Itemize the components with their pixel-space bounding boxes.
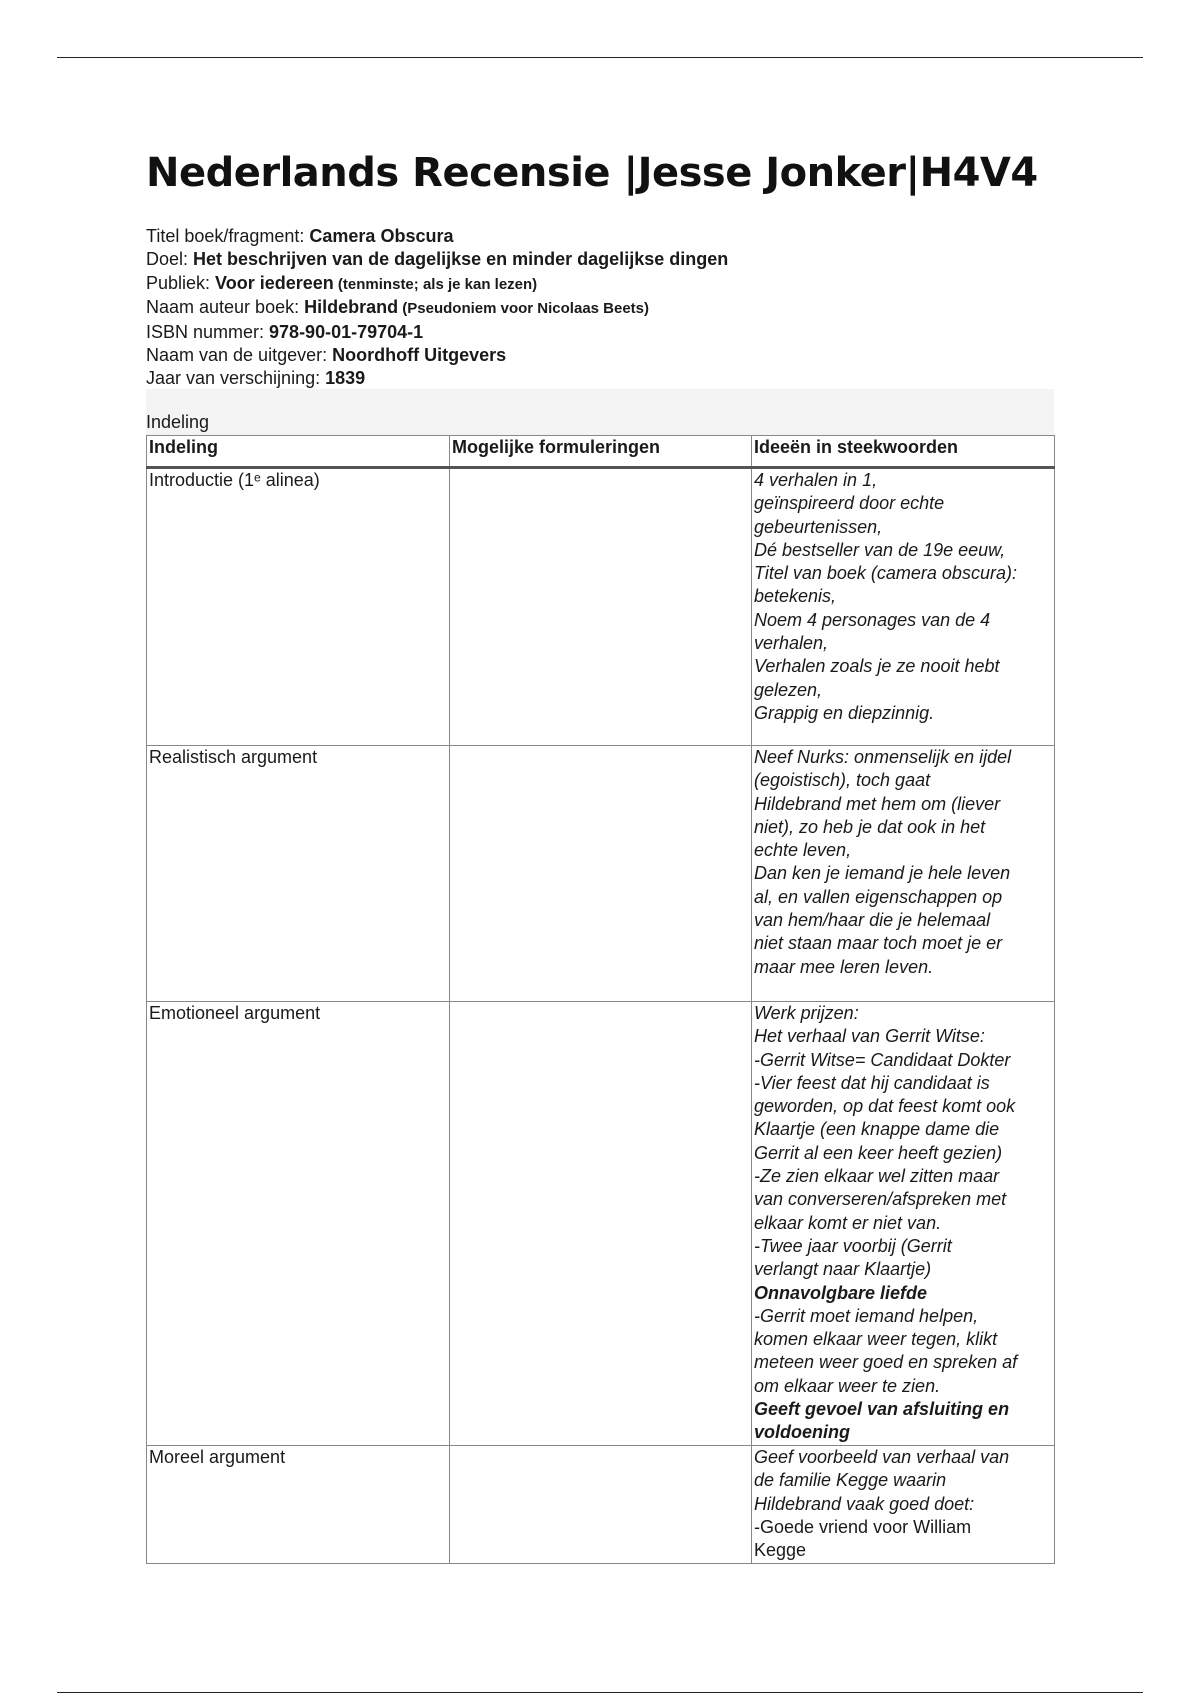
idea-line: meteen weer goed en spreken af (754, 1352, 1018, 1373)
cell-indeling: Realistisch argument (147, 746, 450, 1002)
idea-line-bold: Onnavolgbare liefde (754, 1282, 928, 1303)
idea-line: Hildebrand met hem om (liever (754, 793, 1001, 814)
header-indeling: Indeling (147, 436, 450, 468)
idea-line: geïnspireerd door echte (754, 493, 945, 514)
idea-line: gelezen, (754, 679, 823, 700)
idea-line: van converseren/afspreken met (754, 1189, 1007, 1210)
table-row (147, 1446, 1055, 1564)
indeling-table (146, 435, 1055, 1564)
meta-publiek: Publiek: Voor iedereen (tenminste; als je kan lezen) (146, 272, 538, 293)
idea-line: -Gerrit moet iemand helpen, (754, 1305, 979, 1326)
cell-formuleringen (450, 468, 752, 746)
meta-auteur: Naam auteur boek: Hildebrand (Pseudoniem voor Nicolaas Beets) (146, 297, 650, 318)
idea-line: om elkaar weer te zien. (754, 1375, 941, 1396)
cell-ideas (752, 468, 1055, 746)
idea-line: Gerrit al een keer heeft gezien) (754, 1142, 1003, 1163)
idea-line: -Gerrit Witse= Candidaat Dokter (754, 1049, 1011, 1070)
idea-line: Grappig en diepzinnig. (754, 702, 935, 723)
idea-line: Klaartje (een knappe dame die (754, 1119, 1000, 1140)
idea-line: niet staan maar toch moet je er (754, 933, 1003, 954)
header-formuleringen: Mogelijke formuleringen (450, 436, 752, 468)
cell-ideas (752, 746, 1055, 1002)
table-caption: Indeling (146, 412, 210, 432)
idea-line: -Twee jaar voorbij (Gerrit (754, 1235, 952, 1256)
meta-jaar: Jaar van verschijning: 1839 (146, 368, 366, 389)
idea-line: verhalen, (754, 633, 829, 654)
idea-line: betekenis, (754, 586, 837, 607)
cell-formuleringen (450, 1002, 752, 1446)
caption-shading (146, 389, 1054, 435)
idea-line: (egoistisch), toch gaat (754, 770, 931, 791)
table-row (147, 1002, 1055, 1446)
idea-line-bold: Geeft gevoel van afsluiting en (754, 1399, 1010, 1420)
idea-line: Dé bestseller van de 19e eeuw, (754, 539, 1006, 560)
meta-uitgever: Naam van de uitgever: Noordhoff Uitgevers (146, 345, 507, 366)
idea-line: Neef Nurks: onmenselijk en ijdel (754, 747, 1012, 767)
idea-line: Geef voorbeeld van verhaal van (754, 1447, 1010, 1467)
table-header-row (147, 436, 1055, 468)
idea-line: -Vier feest dat hij candidaat is (754, 1072, 990, 1093)
meta-doel: Doel: Het beschrijven van de dagelijkse en minder dagelijkse dingen (146, 249, 729, 270)
idea-line: Noem 4 personages van de 4 (754, 609, 991, 630)
header-rule (57, 57, 1143, 58)
idea-line: al, en vallen eigenschappen op (754, 886, 1003, 907)
cell-ideas (752, 1446, 1055, 1564)
table-row (147, 468, 1055, 746)
idea-line: verlangt naar Klaartje) (754, 1259, 932, 1280)
cell-indeling: Moreel argument (147, 1446, 450, 1564)
idea-line: -Goede vriend voor William (754, 1516, 972, 1537)
idea-line: -Ze zien elkaar wel zitten maar (754, 1166, 1000, 1187)
meta-titel: Titel boek/fragment: Camera Obscura (146, 226, 454, 246)
idea-line: Verhalen zoals je ze nooit hebt (754, 656, 1000, 677)
idea-line: Hildebrand vaak goed doet: (754, 1493, 975, 1514)
cell-ideas (752, 1002, 1055, 1446)
header-ideeen: Ideeën in steekwoorden (752, 436, 1055, 468)
cell-indeling: Introductie (1ᵉ alinea) (147, 468, 450, 746)
cell-indeling: Emotioneel argument (147, 1002, 450, 1446)
idea-line: Titel van boek (camera obscura): (754, 563, 1017, 584)
idea-line: maar mee leren leven. (754, 956, 934, 977)
idea-line: Kegge (754, 1540, 807, 1561)
idea-line: 4 verhalen in 1, (754, 470, 878, 490)
idea-line: elkaar komt er niet van. (754, 1212, 942, 1233)
idea-line: de familie Kegge waarin (754, 1470, 947, 1491)
idea-line: van hem/haar die je helemaal (754, 910, 991, 931)
idea-line: Het verhaal van Gerrit Witse: (754, 1026, 985, 1047)
idea-line: gebeurtenissen, (754, 516, 883, 537)
idea-line-bold: voldoening (754, 1422, 850, 1443)
book-metadata (146, 225, 728, 391)
idea-line: geworden, op dat feest komt ook (754, 1096, 1016, 1117)
idea-line: Dan ken je iemand je hele leven (754, 863, 1011, 884)
meta-isbn: ISBN nummer: 978-90-01-79704-1 (146, 321, 424, 342)
idea-line: Werk prijzen: (754, 1003, 859, 1023)
cell-formuleringen (450, 1446, 752, 1564)
idea-line: echte leven, (754, 840, 852, 861)
idea-line: niet), zo heb je dat ook in het (754, 816, 986, 837)
cell-formuleringen (450, 746, 752, 1002)
footer-rule (57, 1692, 1143, 1693)
idea-line: komen elkaar weer tegen, klikt (754, 1329, 998, 1350)
page-title: Nederlands Recensie |Jesse Jonker|H4V4 (146, 150, 1038, 196)
table-row (147, 746, 1055, 1002)
